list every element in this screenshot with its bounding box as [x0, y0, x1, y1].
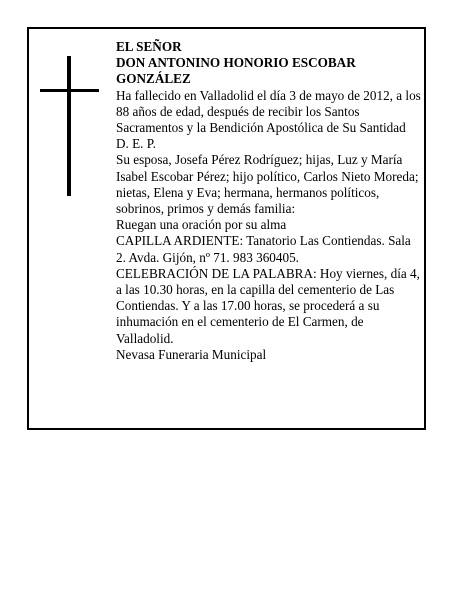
funeral-home: Nevasa Funeraria Municipal — [116, 346, 267, 362]
chapel-info: CAPILLA ARDIENTE: Tanatorio Las Contiendas. Sala 2. Avda. Gijón, nº 71. 983 360405. — [116, 233, 411, 265]
prayer-request: Ruegan una oración por su alma — [116, 217, 287, 233]
notice-title: EL SEÑOR — [116, 39, 182, 54]
notice-text — [116, 39, 422, 363]
death-announcement: Ha fallecido en Valladolid el día 3 de mayo de 2012, a los 88 años de edad, después de recibir los Santos Sacramentos y la Bendición Apostólica de Su Santidad — [116, 87, 421, 136]
family-list: Su esposa, Josefa Pérez Rodríguez; hijas, Luz y María Isabel Escobar Pérez; hijo político, Carlos Nieto Moreda; nietas, Elena y Eva; hermana, hermanos políticos, sobrinos, primos y demás familia: — [116, 152, 419, 217]
deceased-name: DON ANTONINO HONORIO ESCOBAR GONZÁLEZ — [116, 55, 356, 87]
ceremony-info: CELEBRACIÓN DE LA PALABRA: Hoy viernes, día 4, a las 10.30 horas, en la capilla del cementerio de Las Contiendas. Y a las 17.00 horas, se procederá a su inhumación en el cementerio de El Carmen, de Valladolid. — [116, 265, 420, 346]
rip-text: D. E. P. — [116, 136, 156, 152]
obituary-notice — [27, 27, 426, 430]
cross-horizontal-bar — [40, 89, 99, 92]
cross-vertical-bar — [67, 56, 71, 196]
